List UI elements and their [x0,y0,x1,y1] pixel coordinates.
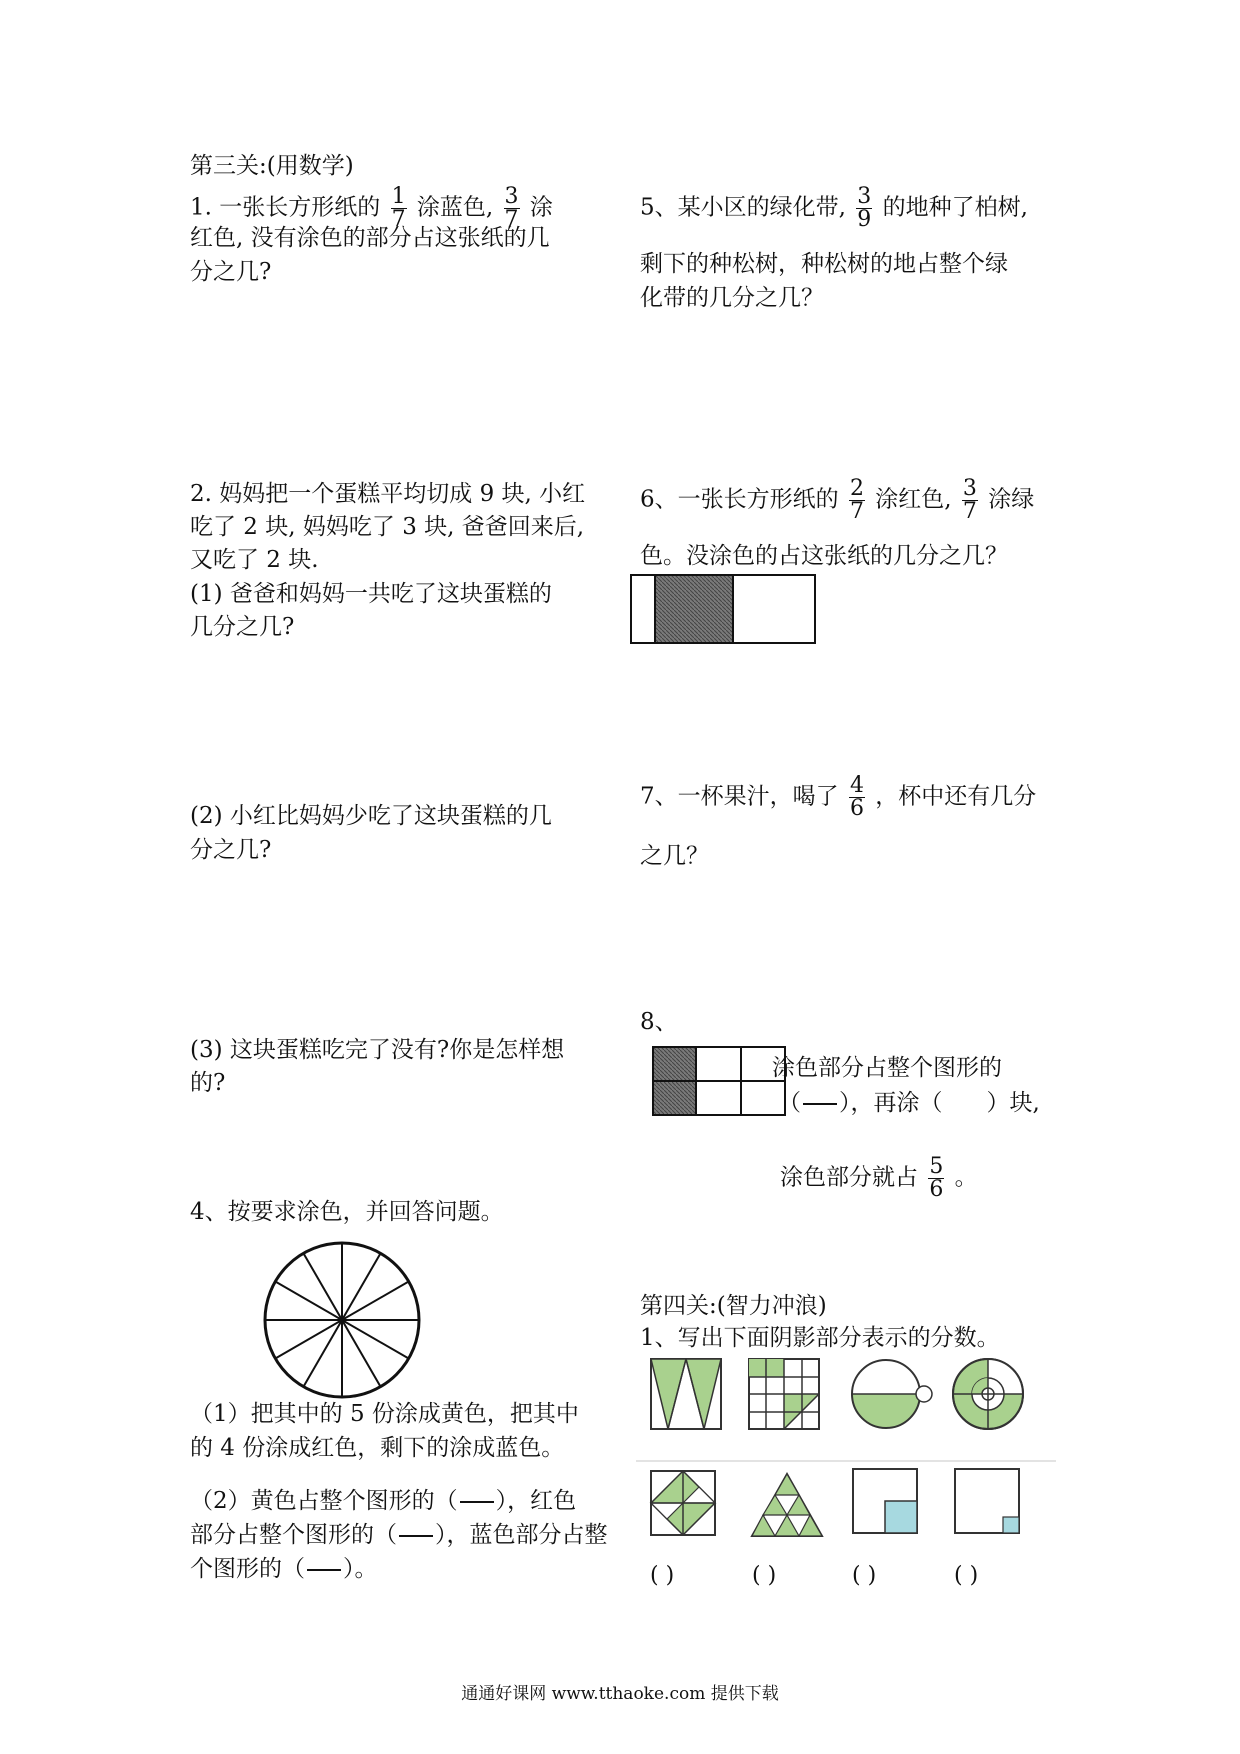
answer-paren-3[interactable]: ( ) [852,1563,877,1588]
q8-label: 8、 [640,1009,678,1035]
q6-line2: 色。没涂色的占这张纸的几分之几？ [640,543,1008,569]
section4-q1: 1、写出下面阴影部分表示的分数。 [640,1325,1000,1351]
q2-sub1-line2: 几分之几? [190,614,295,640]
q2-line2: 吃了 2 块, 妈妈吃了 3 块, 爸爸回来后, [190,514,585,540]
answer-paren-1[interactable]: ( ) [650,1563,675,1588]
q2-sub2-line1: (2) 小红比妈妈少吃了这块蛋糕的几 [190,803,552,829]
q6-line1: 6、一张长方形纸的 $\frac{2}{7}$ 涂红色, $\frac{3}{7}$ 涂绿 [640,476,1035,524]
q1-mid: 涂蓝色, [416,194,494,221]
q1-fraction-2: $\frac{3}{7}$ [504,184,519,232]
divider [636,1460,1056,1462]
figure-concentric-circles [950,1356,1026,1432]
footer: 通通好课网 www.tthaoke.com 提供下载 [461,1684,779,1704]
q6-fraction-1: $\frac{2}{7}$ [849,476,864,524]
answer-blank[interactable] [803,1103,837,1105]
q8-fraction: $\frac{5}{6}$ [929,1154,944,1202]
q1-line2: 红色, 没有涂色的部分占这张纸的几 [190,225,550,251]
q5-fraction: $\frac{3}{9}$ [857,184,872,232]
circle-12-sectors [262,1240,422,1400]
q6-fraction-2: $\frac{3}{7}$ [962,476,977,524]
q1-post: 涂 [529,194,553,221]
q4-sub1-line2: 的 4 份涂成红色，剩下的涂成蓝色。 [190,1435,565,1461]
figure-diamond-square [650,1470,716,1536]
q5-line1 [640,186,1028,231]
q6-rectangle-figure [630,574,816,644]
q1-fraction-1: $\frac{1}{7}$ [391,184,406,232]
q1-pre: 1. 一张长方形纸的 [190,194,381,221]
q2-sub2-line2: 分之几? [190,837,272,863]
q5-post: 的地种了柏树, [882,194,1028,221]
section4-title: 第四关:(智力冲浪) [640,1293,827,1319]
q4-sub2-line2: 部分占整个图形的（ ），蓝色部分占整 [190,1522,608,1548]
q5-line3: 化带的几分之几？ [640,285,824,311]
q2-sub1-line1: (1) 爸爸和妈妈一共吃了这块蛋糕的 [190,581,552,607]
q2-sub3-line2: 的? [190,1070,226,1096]
q8-line2: （ ），再涂（ ）块, [778,1090,1040,1116]
figure-square-sixteenth [954,1468,1020,1534]
q8-grid-figure [652,1046,786,1116]
q2-line1: 2. 妈妈把一个蛋糕平均切成 9 块, 小红 [190,481,586,507]
q4-title: 4、按要求涂色，并回答问题。 [190,1199,504,1225]
q8-line3: 涂色部分就占 $\frac{5}{6}$ 。 [780,1154,978,1202]
figure-square-quarter [852,1468,918,1534]
answer-paren-2[interactable]: ( ) [752,1563,777,1588]
q2-sub3-line1: (3) 这块蛋糕吃完了没有?你是怎样想 [190,1037,565,1063]
q1-line3: 分之几? [190,259,272,285]
answer-blank[interactable] [307,1569,341,1571]
q8-line1: 涂色部分占整个图形的 [772,1055,1002,1081]
figure-grid-square [748,1358,820,1430]
answer-paren-4[interactable]: ( ) [954,1563,979,1588]
answer-blank[interactable] [399,1535,433,1537]
q5-line2: 剩下的种松树，种松树的地占整个绿 [640,251,1008,277]
q2-line3: 又吃了 2 块. [190,547,319,573]
q4-sub1-line1: （1）把其中的 5 份涂成黄色，把其中 [190,1401,579,1427]
figure-triangle-grid [750,1472,824,1538]
q5-pre: 5、某小区的绿化带, [640,194,846,221]
figure-half-circle [848,1356,934,1432]
q7-line2: 之几？ [640,843,709,869]
q4-sub2-line3: 个图形的（ ）。 [190,1556,378,1582]
q7-line1: 7、一杯果汁，喝了 $\frac{4}{6}$ ，杯中还有几分 [640,773,1037,821]
q4-sub2-line1: （2）黄色占整个图形的（ ），红色 [190,1488,577,1514]
figure-triangles-square [650,1358,722,1430]
section3-title: 第三关:(用数学) [190,153,354,179]
q7-fraction: $\frac{4}{6}$ [849,773,864,821]
answer-blank[interactable] [460,1501,494,1503]
